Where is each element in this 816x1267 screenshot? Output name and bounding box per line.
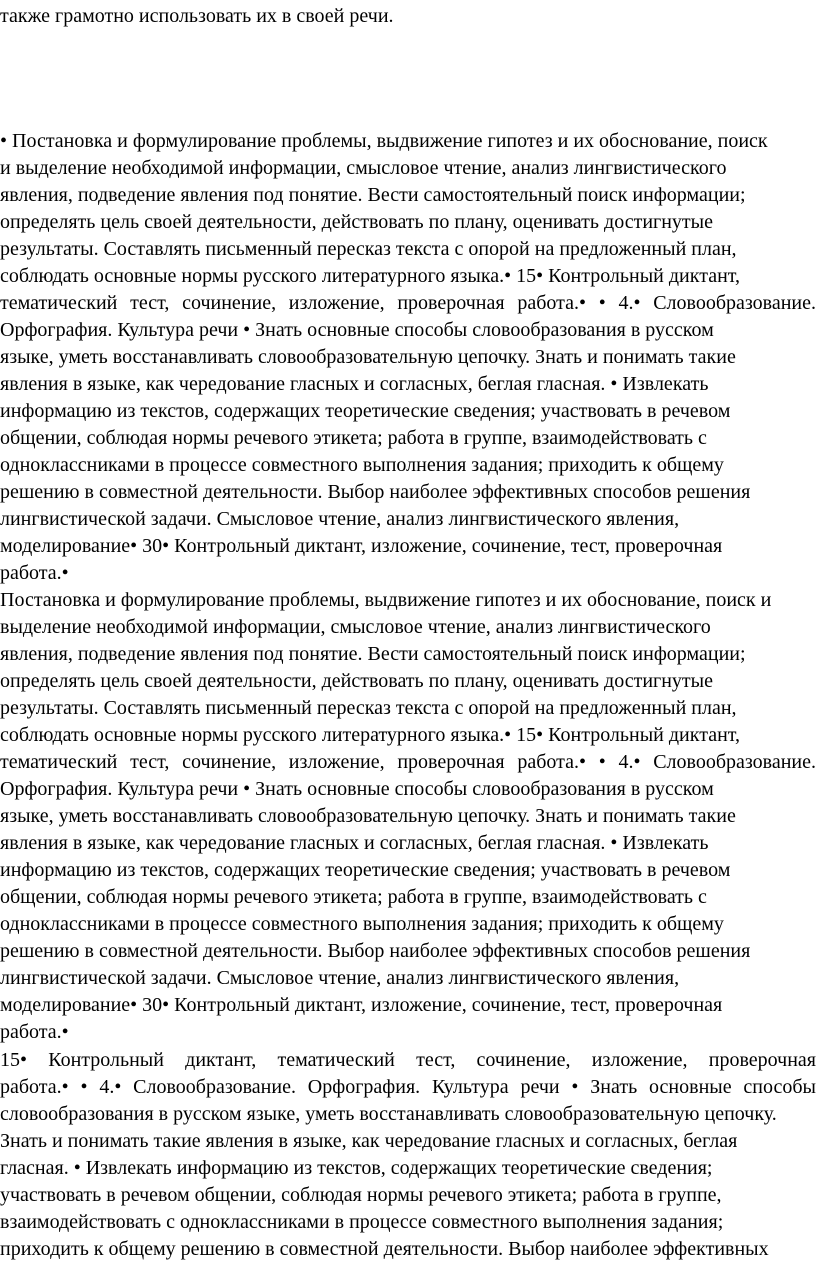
text-line: общении, соблюдая нормы речевого этикета; работа в группе, взаимодействовать с (0, 886, 707, 908)
text-line: выделение необходимой информации, смысловое чтение, анализ лингвистического (0, 616, 711, 638)
text-line: Знать и понимать такие явления в языке, как чередование гласных и согласных, беглая (0, 1130, 738, 1152)
text-line: решению в совместной деятельности. Выбор наиболее эффективных способов решения (0, 940, 751, 962)
text-line: словообразования в русском языке, уметь восстанавливать словообразовательную цепочку. (0, 1103, 777, 1125)
text-line: информацию из текстов, содержащих теоретические сведения; участвовать в речевом (0, 859, 731, 881)
text-line: явления, подведение явления под понятие. Вести самостоятельный поиск информации; (0, 184, 746, 206)
text-line: тематический тест, сочинение, изложение, проверочная работа.• • 4.• Словообразование. (0, 751, 816, 773)
text-line: лингвистической задачи. Смысловое чтение, анализ лингвистического явления, (0, 508, 680, 530)
text-line: работа.• (0, 1021, 69, 1043)
text-line: гласная. • Извлекать информацию из текстов, содержащих теоретические сведения; (0, 1157, 713, 1179)
text-line: работа.• (0, 562, 69, 584)
text-line: участвовать в речевом общении, соблюдая нормы речевого этикета; работа в группе, (0, 1184, 722, 1206)
text-line: Орфография. Культура речи • Знать основные способы словообразования в русском (0, 319, 714, 341)
text-line: приходить к общему решению в совместной деятельности. Выбор наиболее эффективных (0, 1238, 769, 1260)
text-line: лингвистической задачи. Смысловое чтение, анализ лингвистического явления, (0, 967, 680, 989)
text-line: явления, подведение явления под понятие. Вести самостоятельный поиск информации; (0, 643, 746, 665)
text-line: информацию из текстов, содержащих теоретические сведения; участвовать в речевом (0, 400, 731, 422)
text-line: соблюдать основные нормы русского литературного языка.• 15• Контрольный диктант, (0, 724, 741, 746)
text-line: явления в языке, как чередование гласных и согласных, беглая гласная. • Извлекать (0, 373, 709, 395)
text-line: одноклассниками в процессе совместного выполнения задания; приходить к общему (0, 454, 724, 476)
text-line: определять цель своей деятельности, действовать по плану, оценивать достигнутые (0, 211, 713, 233)
text-line: одноклассниками в процессе совместного выполнения задания; приходить к общему (0, 913, 724, 935)
text-line: и выделение необходимой информации, смысловое чтение, анализ лингвистического (0, 157, 727, 179)
text-line: • Постановка и формулирование проблемы, выдвижение гипотез и их обоснование, поиск (0, 130, 768, 152)
text-line: тематический тест, сочинение, изложение, проверочная работа.• • 4.• Словообразование. (0, 292, 816, 314)
text-line: моделирование• 30• Контрольный диктант, изложение, сочинение, тест, проверочная (0, 994, 723, 1016)
text-line: определять цель своей деятельности, действовать по плану, оценивать достигнутые (0, 670, 713, 692)
text-line: взаимодействовать с одноклассниками в процессе совместного выполнения задания; (0, 1211, 724, 1233)
text-line: 15• Контрольный диктант, тематический тест, сочинение, изложение, проверочная (0, 1049, 816, 1071)
text-line: Постановка и формулирование проблемы, выдвижение гипотез и их обоснование, поиск и (0, 589, 772, 611)
text-line: работа.• • 4.• Словообразование. Орфография. Культура речи • Знать основные способы (0, 1076, 816, 1098)
text-line: результаты. Составлять письменный пересказ текста с опорой на предложенный план, (0, 697, 737, 719)
text-line: Орфография. Культура речи • Знать основные способы словообразования в русском (0, 778, 714, 800)
text-line: результаты. Составлять письменный пересказ текста с опорой на предложенный план, (0, 238, 737, 260)
text-line: соблюдать основные нормы русского литературного языка.• 15• Контрольный диктант, (0, 265, 741, 287)
text-line: явления в языке, как чередование гласных и согласных, беглая гласная. • Извлекать (0, 832, 709, 854)
text-line: общении, соблюдая нормы речевого этикета; работа в группе, взаимодействовать с (0, 427, 707, 449)
text-line: языке, уметь восстанавливать словообразовательную цепочку. Знать и понимать такие (0, 346, 736, 368)
text-line: языке, уметь восстанавливать словообразовательную цепочку. Знать и понимать такие (0, 805, 736, 827)
text-line: моделирование• 30• Контрольный диктант, изложение, сочинение, тест, проверочная (0, 535, 723, 557)
text-line: решению в совместной деятельности. Выбор наиболее эффективных способов решения (0, 481, 751, 503)
text-line: также грамотно использовать их в своей речи. (0, 5, 394, 27)
